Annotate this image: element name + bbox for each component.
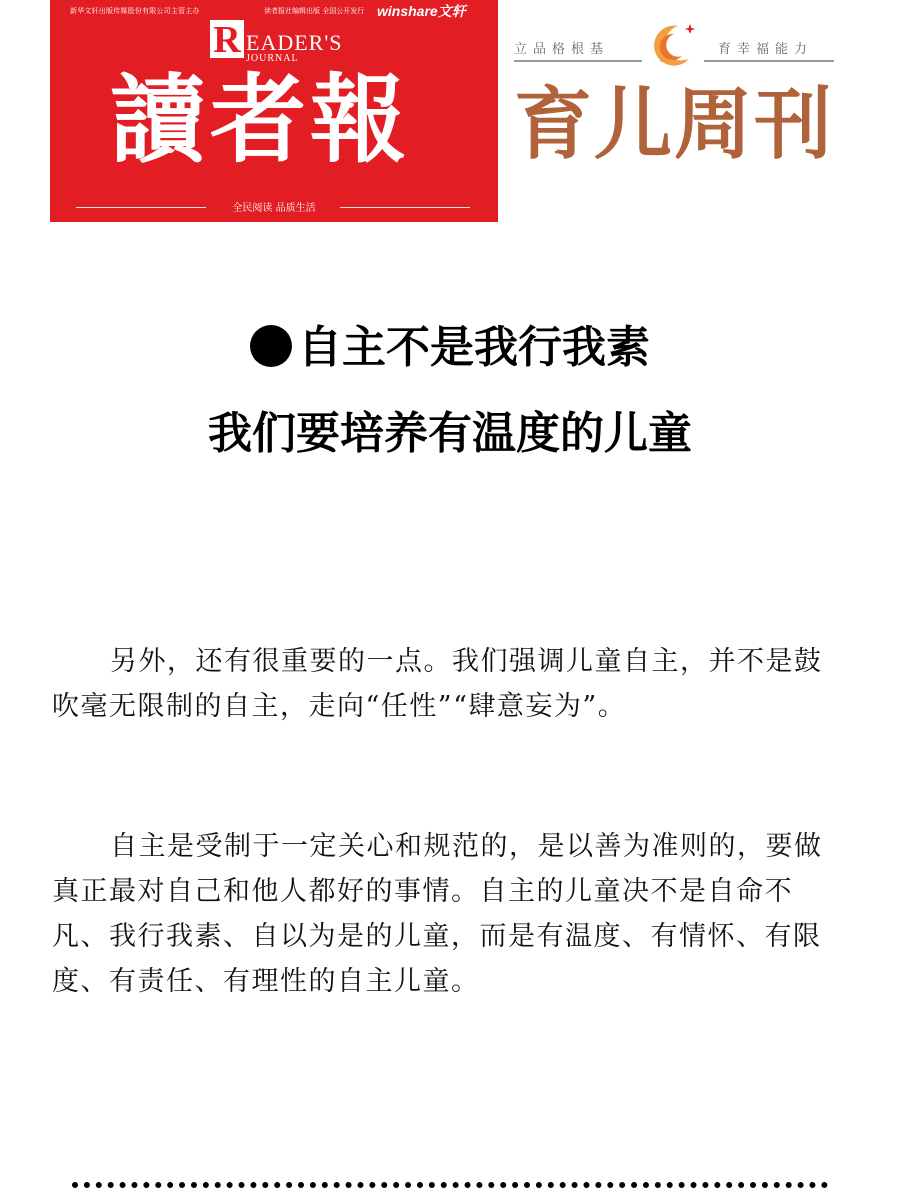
slogan-rule-right <box>340 207 470 208</box>
motto-right: 育幸福能力 <box>718 42 814 57</box>
weekly-title: 育儿周刊 <box>514 80 835 170</box>
body-paragraph: 自主是受制于一定关心和规范的，是以善为准则的，要做真正最对自己和他人都好的事情。自主的儿童决不是自命不凡、我行我素、自以为是的儿童，而是有温度、有情怀、有限度、有责任、有理性的自主儿童。 <box>52 831 823 997</box>
parenting-weekly-header <box>514 18 834 178</box>
body-paragraph: 另外，还有很重要的一点。我们强调儿童自主，并不是鼓吹毫无限制的自主，走向“任性”“肆意妄为”。 <box>52 646 823 722</box>
masthead-slogan: 全民阅读 品质生活 <box>232 203 316 214</box>
masthead-title: 讀者報 <box>110 63 410 176</box>
winshare-brand: winshare文轩 <box>377 3 466 19</box>
motto-rule-left <box>514 60 642 62</box>
readers-journal-banner <box>50 0 498 222</box>
publisher-text: 新华文轩出版传媒股份有限公司主管主办 <box>70 7 200 15</box>
motto-rule-right <box>704 60 834 62</box>
dotted-divider <box>72 1182 828 1188</box>
sun-logo-icon <box>644 20 700 70</box>
article-headline <box>0 318 900 378</box>
logo-initial: R <box>210 20 244 58</box>
article-subheadline: 我们要培养有温度的儿童 <box>208 408 692 459</box>
logo-wordmark: EADER'S <box>246 30 343 55</box>
bullet-icon <box>250 325 292 367</box>
headline-line-1: 自主不是我行我素 <box>298 322 650 373</box>
logo-journal-text: JOURNAL <box>246 53 299 64</box>
publisher-text-2: 读者报社编辑出版 全国公开发行 <box>264 7 365 15</box>
motto-left: 立品格根基 <box>514 42 610 57</box>
